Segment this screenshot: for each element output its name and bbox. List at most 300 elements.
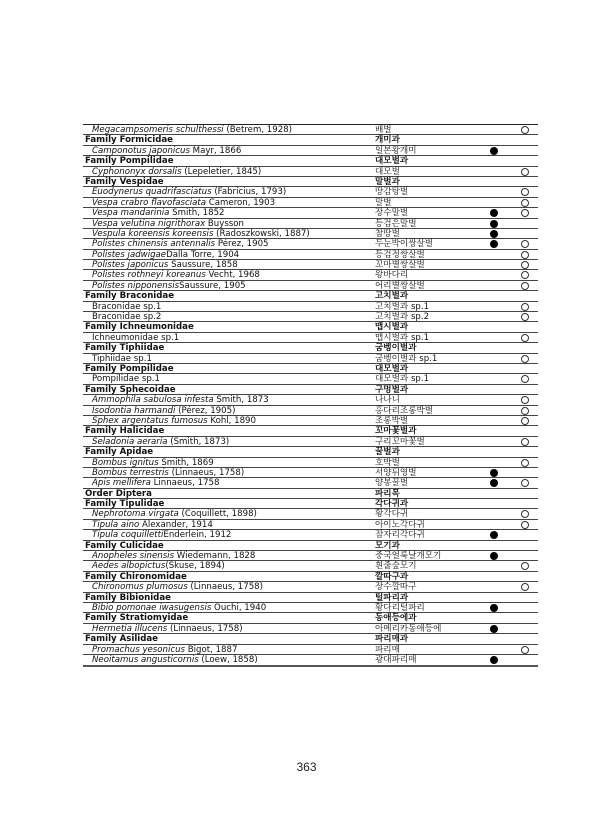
scientific-name — [92, 458, 214, 468]
scientific-name — [85, 135, 173, 145]
scientific-name-italic: Cyphononyx dorsalis — [92, 166, 182, 177]
author-citation: Cameron, 1903 — [206, 197, 276, 208]
mark2-cell — [519, 156, 531, 166]
mark2-cell — [519, 239, 531, 249]
korean-name: 서양뒤영벌 — [375, 467, 417, 478]
species-row — [83, 229, 538, 239]
mark2-cell — [519, 458, 531, 468]
species-row — [83, 146, 538, 156]
taxon-header-row — [83, 541, 538, 551]
mark2-cell — [519, 624, 531, 634]
mark2-cell — [519, 333, 531, 343]
taxon-label: Family Ichneumonidae — [85, 322, 194, 333]
mark2-cell — [519, 250, 531, 260]
scientific-name-italic: Bombus ignitus — [92, 457, 159, 468]
scientific-name — [92, 406, 235, 416]
mark2-cell — [519, 478, 531, 488]
korean-name: 맵시벌과 sp.1 — [375, 332, 430, 343]
open-circle-icon — [521, 583, 529, 591]
scientific-name — [92, 437, 229, 447]
scientific-name — [92, 208, 225, 218]
species-row — [83, 270, 538, 280]
scientific-name — [92, 250, 239, 260]
scientific-name — [92, 509, 257, 519]
scientific-name-italic: Vespa crabro flavofasciata — [92, 197, 207, 208]
taxon-header-row — [83, 322, 538, 332]
mark1-cell — [488, 270, 500, 280]
open-circle-icon — [521, 334, 529, 342]
taxon-header-row — [83, 447, 538, 457]
filled-circle-icon — [490, 147, 498, 155]
filled-circle-icon — [490, 209, 498, 217]
scientific-name-italic: Euodynerus quadrifasciatus — [92, 187, 212, 198]
scientific-name — [92, 229, 310, 239]
mark1-cell — [488, 603, 500, 613]
author-citation: (Loew, 1858) — [198, 654, 258, 665]
scientific-name-italic: Anopheles sinensis — [92, 551, 175, 562]
filled-circle-icon — [490, 479, 498, 487]
author-citation: (Pérez, 1905) — [175, 405, 236, 416]
open-circle-icon — [521, 521, 529, 529]
korean-name: 구리꼬마꽃벌 — [375, 436, 425, 447]
mark2-cell — [519, 229, 531, 239]
korean-name: 굼벵이벌과 sp.1 — [375, 353, 438, 364]
mark1-cell — [488, 582, 500, 592]
mark2-cell — [519, 447, 531, 457]
mark2-cell — [519, 354, 531, 364]
scientific-name — [92, 551, 255, 561]
open-circle-icon — [521, 271, 529, 279]
species-row — [83, 561, 538, 571]
scientific-name — [92, 561, 225, 571]
mark1-cell — [488, 135, 500, 145]
mark1-cell — [488, 125, 500, 135]
korean-name: 두눈박이쌍살벌 — [375, 239, 434, 250]
mark2-cell — [519, 291, 531, 301]
mark1-cell — [488, 177, 500, 187]
species-row — [83, 551, 538, 561]
scientific-name-italic: Seladonia aeraria — [92, 436, 168, 447]
korean-name: 대모벌과 — [375, 363, 409, 374]
mark1-cell — [488, 561, 500, 571]
mark1-cell — [488, 250, 500, 260]
mark1-cell — [488, 645, 500, 655]
species-row — [83, 406, 538, 416]
open-circle-icon — [521, 479, 529, 487]
taxon-header-row — [83, 489, 538, 499]
species-row — [83, 624, 538, 634]
species-row — [83, 260, 538, 270]
filled-circle-icon — [490, 625, 498, 633]
scientific-name — [92, 146, 241, 156]
mark2-cell — [519, 582, 531, 592]
scientific-name — [92, 374, 160, 384]
open-circle-icon — [521, 375, 529, 383]
mark2-cell — [519, 374, 531, 384]
open-circle-icon — [521, 282, 529, 290]
mark1-cell — [488, 395, 500, 405]
species-row — [83, 509, 538, 519]
scientific-name-italic: Polistes chinensis antennalis — [92, 239, 216, 250]
mark2-cell — [519, 603, 531, 613]
species-row — [83, 250, 538, 260]
author-citation: Linnaeus, 1758 — [150, 478, 220, 489]
species-row — [83, 219, 538, 229]
korean-name: 배벌 — [375, 125, 392, 135]
scientific-name-italic: Tipula coquilletti — [92, 530, 164, 541]
mark2-cell — [519, 125, 531, 135]
mark2-cell — [519, 561, 531, 571]
open-circle-icon — [521, 646, 529, 654]
scientific-name — [92, 354, 152, 364]
author-citation: Wiedemann, 1828 — [174, 551, 256, 562]
taxon-label: Family Braconidae — [85, 291, 175, 302]
mark1-cell — [488, 156, 500, 166]
species-row — [83, 416, 538, 426]
korean-name: 호박벌 — [375, 457, 400, 468]
korean-name: 아메리카동애등에 — [375, 623, 442, 634]
author-citation: Saussure, 1905 — [179, 280, 246, 291]
korean-name: 고치벌과 sp.2 — [375, 312, 430, 323]
taxon-label: Family Asilidae — [85, 634, 158, 645]
mark2-cell — [519, 645, 531, 655]
scientific-name-italic: Polistes rothneyi koreanus — [92, 270, 206, 281]
mark1-cell — [488, 208, 500, 218]
scientific-name — [85, 499, 164, 509]
author-citation: Kohl, 1890 — [207, 415, 256, 426]
author-citation: Saussure, 1858 — [168, 260, 238, 271]
mark1-cell — [488, 187, 500, 197]
scientific-name-italic: Bibio pomonae iwasugensis — [92, 602, 212, 613]
author-citation: Braconidae sp.2 — [92, 312, 162, 323]
scientific-name — [92, 520, 213, 530]
scientific-name — [85, 489, 152, 499]
mark1-cell — [488, 239, 500, 249]
scientific-name — [85, 426, 164, 436]
scientific-name-italic: Tipula aino — [92, 519, 140, 530]
taxon-header-row — [83, 634, 538, 644]
mark1-cell — [488, 478, 500, 488]
author-citation: Buysson — [205, 218, 244, 229]
taxon-label: Family Stratiomyidae — [85, 613, 189, 624]
korean-name: 맵시벌과 — [375, 322, 409, 333]
scientific-name-italic: Camponotus japonicus — [92, 145, 190, 156]
species-table — [83, 124, 538, 667]
scientific-name — [85, 177, 164, 187]
open-circle-icon — [521, 168, 529, 176]
mark2-cell — [519, 187, 531, 197]
korean-name: 조롱박벌 — [375, 415, 409, 426]
author-citation: Ichneumonidae sp.1 — [92, 332, 180, 343]
scientific-name — [85, 322, 194, 332]
filled-circle-icon — [490, 656, 498, 664]
mark1-cell — [488, 634, 500, 644]
korean-name: 개미과 — [375, 135, 400, 146]
mark1-cell — [488, 572, 500, 582]
korean-name: 모기과 — [375, 540, 400, 551]
species-row — [83, 603, 538, 613]
open-circle-icon — [521, 407, 529, 415]
mark1-cell — [488, 229, 500, 239]
mark2-cell — [519, 416, 531, 426]
species-row — [83, 395, 538, 405]
author-citation: (Linnaeus, 1758) — [167, 623, 243, 634]
scientific-name-italic: Hermetia illucens — [92, 623, 168, 634]
open-circle-icon — [521, 209, 529, 217]
korean-name: 파리목 — [375, 488, 400, 499]
mark1-cell — [488, 520, 500, 530]
author-citation: Enderlein, 1912 — [163, 530, 232, 541]
scientific-name — [92, 239, 269, 249]
page-number: 363 — [296, 760, 317, 774]
korean-name: 장수말벌 — [375, 208, 409, 219]
mark1-cell — [488, 613, 500, 623]
scientific-name-italic: Sphex argentatus fumosus — [92, 415, 208, 426]
scientific-name — [85, 156, 174, 166]
mark1-cell — [488, 281, 500, 291]
mark1-cell — [488, 219, 500, 229]
open-circle-icon — [521, 396, 529, 404]
scientific-name — [92, 603, 266, 613]
scientific-name — [85, 572, 187, 582]
mark1-cell — [488, 437, 500, 447]
species-row — [83, 458, 538, 468]
mark1-cell — [488, 509, 500, 519]
author-citation: Pérez, 1905 — [215, 239, 269, 250]
mark2-cell — [519, 322, 531, 332]
mark2-cell — [519, 572, 531, 582]
mark2-cell — [519, 520, 531, 530]
taxon-header-row — [83, 364, 538, 374]
scientific-name-italic: Ammophila sabulosa infesta — [92, 395, 214, 406]
korean-name: 파리매 — [375, 644, 400, 655]
korean-name: 굼벵이벌과 — [375, 343, 417, 354]
mark1-cell — [488, 426, 500, 436]
scientific-name-italic: Neoitamus angusticornis — [92, 654, 199, 665]
korean-name: 광대파리매 — [375, 654, 417, 665]
mark1-cell — [488, 593, 500, 603]
korean-name: 참땅벌 — [375, 228, 400, 239]
taxon-label: Family Apidae — [85, 447, 154, 458]
mark2-cell — [519, 167, 531, 177]
korean-name: 홍다리조롱박벌 — [375, 405, 434, 416]
open-circle-icon — [521, 188, 529, 196]
open-circle-icon — [521, 459, 529, 467]
author-citation: Smith, 1869 — [158, 457, 214, 468]
mark1-cell — [488, 489, 500, 499]
taxon-label: Family Culicidae — [85, 540, 164, 551]
species-row — [83, 354, 538, 364]
scientific-name — [92, 198, 275, 208]
mark2-cell — [519, 135, 531, 145]
scientific-name — [92, 312, 161, 322]
korean-name: 등검은말벌 — [375, 218, 417, 229]
mark2-cell — [519, 468, 531, 478]
species-row — [83, 468, 538, 478]
author-citation: Pompilidae sp.1 — [92, 374, 160, 385]
scientific-name-italic: Apis mellifera — [92, 478, 151, 489]
author-citation: Smith, 1852 — [169, 208, 225, 219]
scientific-name — [92, 416, 256, 426]
scientific-name — [85, 364, 174, 374]
filled-circle-icon — [490, 604, 498, 612]
author-citation: Tiphiidae sp.1 — [92, 353, 152, 364]
taxon-label: Family Tipulidae — [85, 499, 165, 510]
scientific-name-italic: Chironomus plumosus — [92, 582, 188, 593]
korean-name: 어리별쌍살벌 — [375, 280, 425, 291]
mark1-cell — [488, 499, 500, 509]
korean-name: 꼬마꽃벌과 — [375, 426, 417, 437]
mark2-cell — [519, 219, 531, 229]
scientific-name — [85, 291, 174, 301]
mark2-cell — [519, 281, 531, 291]
open-circle-icon — [521, 562, 529, 570]
taxon-header-row — [83, 385, 538, 395]
scientific-name — [92, 468, 244, 478]
mark1-cell — [488, 655, 500, 665]
scientific-name-italic: Polistes jadwigae — [92, 249, 167, 260]
mark2-cell — [519, 530, 531, 540]
mark1-cell — [488, 458, 500, 468]
korean-name: 대모벌 — [375, 166, 400, 177]
taxon-label: Family Pompilidae — [85, 363, 174, 374]
mark1-cell — [488, 447, 500, 457]
species-row — [83, 239, 538, 249]
author-citation: (Linnaeus, 1758) — [168, 467, 245, 478]
scientific-name-italic: Polistes japonicus — [92, 260, 169, 271]
taxon-header-row — [83, 613, 538, 623]
scientific-name — [92, 167, 261, 177]
taxon-label: Family Formicidae — [85, 135, 173, 146]
scientific-name — [92, 125, 292, 135]
open-circle-icon — [521, 240, 529, 248]
mark1-cell — [488, 291, 500, 301]
korean-name: 잠자리각다귀 — [375, 530, 425, 541]
korean-name: 아이노각다귀 — [375, 519, 425, 530]
species-row — [83, 281, 538, 291]
species-row — [83, 437, 538, 447]
scientific-name — [85, 541, 164, 551]
korean-name: 땅감탕벌 — [375, 187, 409, 198]
mark2-cell — [519, 177, 531, 187]
species-row — [83, 187, 538, 197]
author-citation: Braconidae sp.1 — [92, 301, 162, 312]
scientific-name-italic: Aedes albopictus — [92, 561, 166, 572]
mark2-cell — [519, 655, 531, 665]
author-citation: Alexander, 1914 — [139, 519, 213, 530]
taxon-label: Family Chironomidae — [85, 571, 187, 582]
scientific-name — [92, 655, 258, 665]
mark1-cell — [488, 260, 500, 270]
mark2-cell — [519, 541, 531, 551]
taxon-label: Family Halicidae — [85, 426, 165, 437]
taxon-header-row — [83, 593, 538, 603]
scientific-name-italic: Polistes nipponensis — [92, 280, 180, 291]
mark1-cell — [488, 624, 500, 634]
species-row — [83, 125, 538, 135]
mark1-cell — [488, 302, 500, 312]
korean-name: 고치벌과 sp.1 — [375, 301, 430, 312]
species-row — [83, 530, 538, 540]
mark2-cell — [519, 613, 531, 623]
scientific-name — [85, 593, 171, 603]
korean-name: 깔따구과 — [375, 571, 409, 582]
mark1-cell — [488, 541, 500, 551]
mark2-cell — [519, 312, 531, 322]
korean-name: 파리매과 — [375, 634, 409, 645]
mark2-cell — [519, 198, 531, 208]
taxon-label: Family Tiphiidae — [85, 343, 165, 354]
filled-circle-icon — [490, 230, 498, 238]
species-row — [83, 198, 538, 208]
scientific-name — [85, 343, 164, 353]
open-circle-icon — [521, 355, 529, 363]
mark1-cell — [488, 416, 500, 426]
taxon-header-row — [83, 499, 538, 509]
scientific-name — [92, 219, 244, 229]
filled-circle-icon — [490, 220, 498, 228]
taxon-label: Family Bibionidae — [85, 592, 171, 603]
taxon-header-row — [83, 572, 538, 582]
author-citation: Dalla Torre, 1904 — [166, 249, 240, 260]
scientific-name — [92, 302, 161, 312]
mark2-cell — [519, 489, 531, 499]
mark2-cell — [519, 426, 531, 436]
scientific-name-italic: Bombus terrestris — [92, 467, 169, 478]
mark2-cell — [519, 364, 531, 374]
open-circle-icon — [521, 251, 529, 259]
korean-name: 왕바다리 — [375, 270, 409, 281]
taxon-header-row — [83, 135, 538, 145]
mark1-cell — [488, 385, 500, 395]
author-citation: Ouchi, 1940 — [211, 602, 267, 613]
mark1-cell — [488, 343, 500, 353]
mark2-cell — [519, 509, 531, 519]
author-citation: Smith, 1873 — [213, 395, 269, 406]
mark2-cell — [519, 593, 531, 603]
korean-name: 나나니 — [375, 395, 400, 406]
species-row — [83, 167, 538, 177]
korean-name: 고치벌과 — [375, 291, 409, 302]
open-circle-icon — [521, 417, 529, 425]
mark2-cell — [519, 343, 531, 353]
species-row — [83, 520, 538, 530]
scientific-name-italic: Isodontia harmandi — [92, 405, 176, 416]
mark2-cell — [519, 437, 531, 447]
species-row — [83, 302, 538, 312]
korean-name: 각다귀과 — [375, 499, 409, 510]
author-citation: (Betrem, 1928) — [223, 125, 293, 135]
scientific-name — [85, 613, 188, 623]
scientific-name — [92, 624, 243, 634]
author-citation: (Radoszkowski, 1887) — [213, 228, 310, 239]
korean-name: 장수깔따구 — [375, 582, 417, 593]
author-citation: Mayr, 1866 — [189, 145, 242, 156]
mark2-cell — [519, 406, 531, 416]
scientific-name — [92, 260, 238, 270]
mark2-cell — [519, 385, 531, 395]
mark1-cell — [488, 354, 500, 364]
taxon-header-row — [83, 156, 538, 166]
scientific-name — [85, 447, 153, 457]
open-circle-icon — [521, 126, 529, 134]
author-citation: Bigot, 1887 — [185, 644, 238, 655]
mark2-cell — [519, 634, 531, 644]
species-row — [83, 312, 538, 322]
mark1-cell — [488, 333, 500, 343]
korean-name: 대모벌과 — [375, 156, 409, 167]
korean-name: 등검정쌍살벌 — [375, 249, 425, 260]
